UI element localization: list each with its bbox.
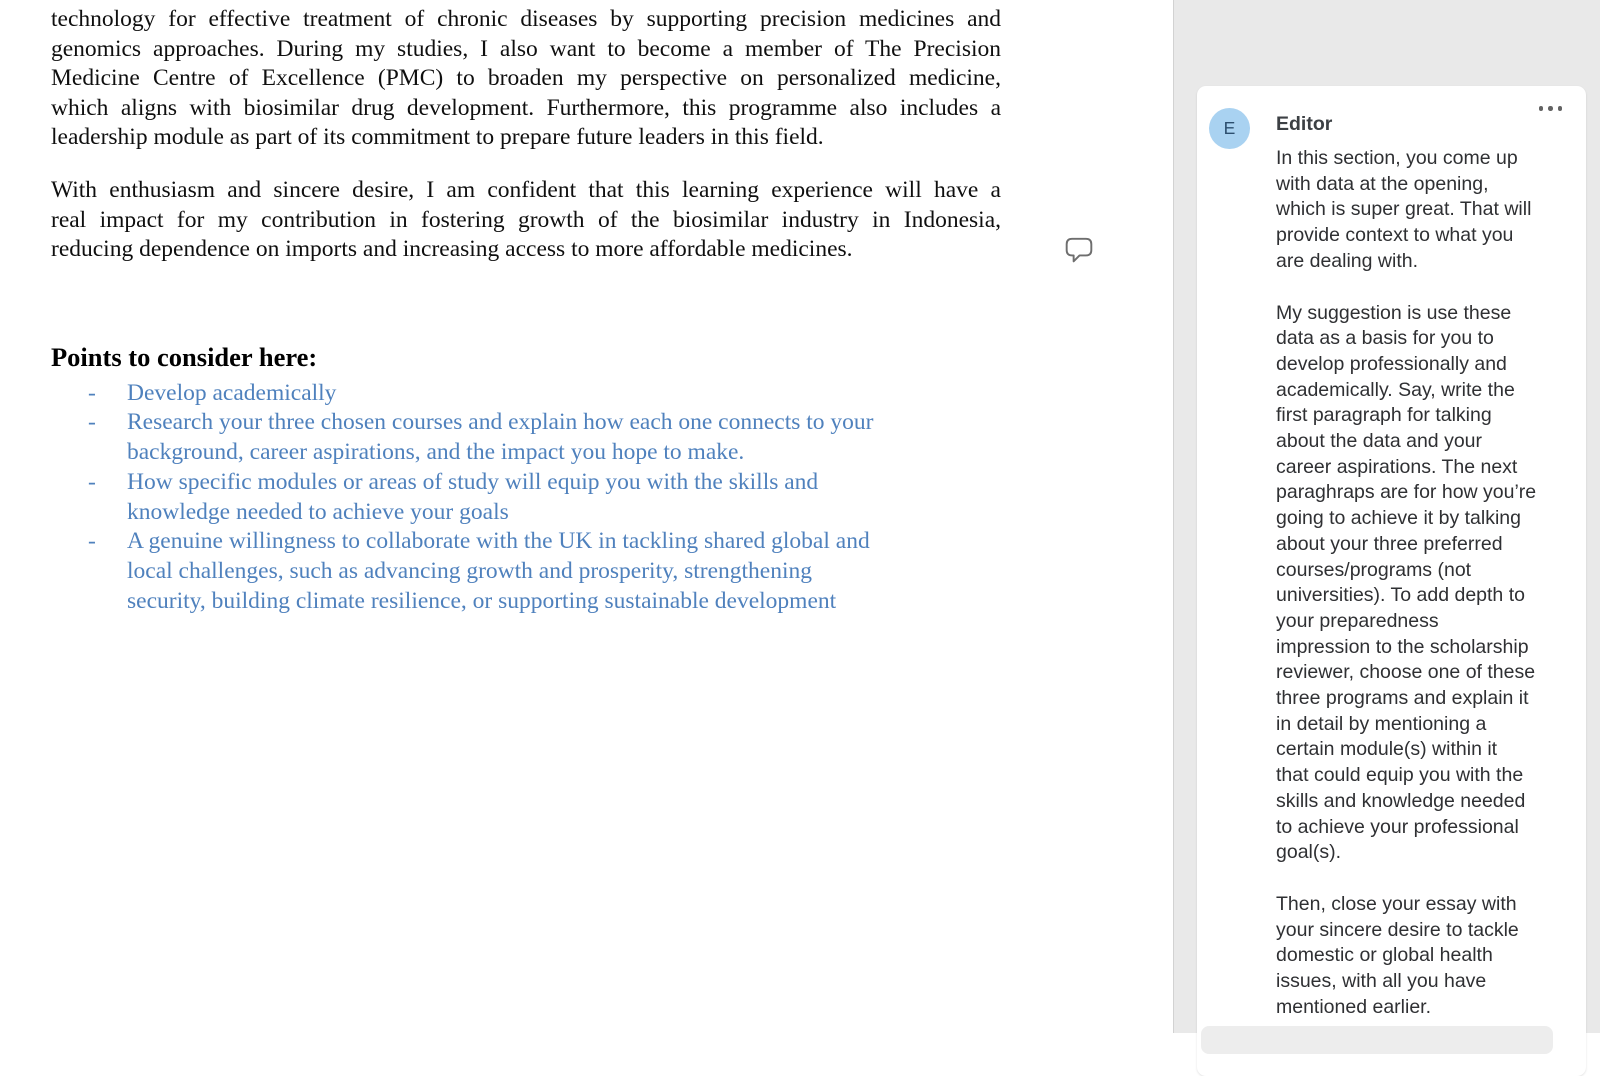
bullet-item xyxy=(51,527,1001,616)
text-line: to achieve your professional xyxy=(1276,815,1519,838)
text-line: reducing dependence on imports and increasing access to more affordable medicines. xyxy=(51,236,853,263)
text-line: genomics approaches. During my studies, I also want to become a member of The Precision xyxy=(51,35,1001,62)
bullet-item xyxy=(51,408,1001,467)
text-line: your preparedness xyxy=(1276,609,1439,632)
comment-card[interactable] xyxy=(1197,86,1586,1076)
text-line: How specific modules or areas of study will equip you with the skills and xyxy=(127,468,819,495)
text-line: goal(s). xyxy=(1276,841,1342,864)
avatar: E xyxy=(1209,108,1250,149)
comment-paragraph xyxy=(1276,146,1568,275)
comment-paragraph xyxy=(1276,301,1568,866)
text-line: data as a basis for you to xyxy=(1276,327,1494,350)
text-line: certain module(s) within it xyxy=(1276,738,1498,761)
reply-input[interactable] xyxy=(1201,1026,1553,1054)
bullet-dash: - xyxy=(88,528,96,555)
text-line: courses/programs (not xyxy=(1276,558,1472,581)
points-heading: Points to consider here: xyxy=(51,341,318,372)
text-line: about your three preferred xyxy=(1276,532,1503,555)
document-content xyxy=(51,5,1001,616)
text-line: issues, with all you have xyxy=(1276,970,1487,993)
comment-paragraph xyxy=(1276,892,1568,1021)
text-line: universities). To add depth to xyxy=(1276,584,1525,607)
text-line: Medicine Centre of Excellence (PMC) to broaden my perspective on personalized medicine, xyxy=(51,65,1001,92)
text-line: knowledge needed to achieve your goals xyxy=(127,498,509,525)
text-line: Research your three chosen courses and explain how each one connects to your xyxy=(127,409,874,436)
text-line: develop professionally and xyxy=(1276,352,1507,375)
bullet-dash: - xyxy=(88,409,96,436)
document-paragraph xyxy=(51,5,1001,153)
bullet-item xyxy=(51,468,1001,527)
text-line: Develop academically xyxy=(127,379,337,406)
text-line: that could equip you with the xyxy=(1276,764,1524,787)
text-line: three programs and explain it xyxy=(1276,687,1529,710)
text-line: with data at the opening, xyxy=(1276,172,1489,195)
text-line: real impact for my contribution in fostering growth of the biosimilar industry in Indonesia, xyxy=(51,206,1001,233)
comment-author: Editor xyxy=(1276,113,1333,135)
text-line: reviewer, choose one of these xyxy=(1276,661,1536,684)
text-line: A genuine willingness to collaborate with the UK in tackling shared global and xyxy=(127,528,870,555)
comment-marker-icon[interactable] xyxy=(1064,234,1094,264)
bullet-item xyxy=(51,379,1001,409)
text-line: mentioned earlier. xyxy=(1276,995,1432,1018)
bullet-dash: - xyxy=(88,379,96,406)
text-line: impression to the scholarship xyxy=(1276,635,1529,658)
text-line: technology for effective treatment of chronic diseases by supporting precision medicines and xyxy=(51,6,1001,32)
text-line: about the data and your xyxy=(1276,430,1482,453)
points-bullet-list xyxy=(51,379,1001,617)
text-line: in detail by mentioning a xyxy=(1276,712,1487,735)
comment-body xyxy=(1276,146,1568,1047)
text-line: local challenges, such as advancing growth and prosperity, strengthening xyxy=(127,557,812,584)
text-line: going to achieve it by talking xyxy=(1276,507,1521,530)
overflow-menu-icon[interactable] xyxy=(1535,102,1567,115)
text-line: first paragraph for talking xyxy=(1276,404,1492,427)
text-line: background, career aspirations, and the impact you hope to make. xyxy=(127,439,745,466)
text-line: My suggestion is use these xyxy=(1276,301,1512,324)
text-line: your sincere desire to tackle xyxy=(1276,918,1519,941)
text-line: which aligns with biosimilar drug development. Furthermore, this programme also includes a xyxy=(51,94,1001,121)
text-line: skills and knowledge needed xyxy=(1276,789,1526,812)
text-line: Then, close your essay with xyxy=(1276,892,1517,915)
document-paragraph xyxy=(51,176,1001,265)
text-line: security, building climate resilience, or supporting sustainable development xyxy=(127,587,837,614)
text-line: In this section, you come up xyxy=(1276,147,1518,169)
text-line: are dealing with. xyxy=(1276,249,1419,272)
bullet-dash: - xyxy=(88,468,96,495)
text-line: academically. Say, write the xyxy=(1276,378,1515,401)
text-line: paraghraps are for how you’re xyxy=(1276,481,1537,504)
comments-panel xyxy=(1173,0,1600,1033)
text-line: provide context to what you xyxy=(1276,224,1514,247)
text-line: leadership module as part of its commitment to prepare future leaders in this field. xyxy=(51,124,824,151)
text-line: With enthusiasm and sincere desire, I am confident that this learning experience will have a xyxy=(51,176,1001,203)
text-line: which is super great. That will xyxy=(1276,198,1532,221)
text-line: career aspirations. The next xyxy=(1276,455,1518,478)
text-line: domestic or global health xyxy=(1276,944,1493,967)
